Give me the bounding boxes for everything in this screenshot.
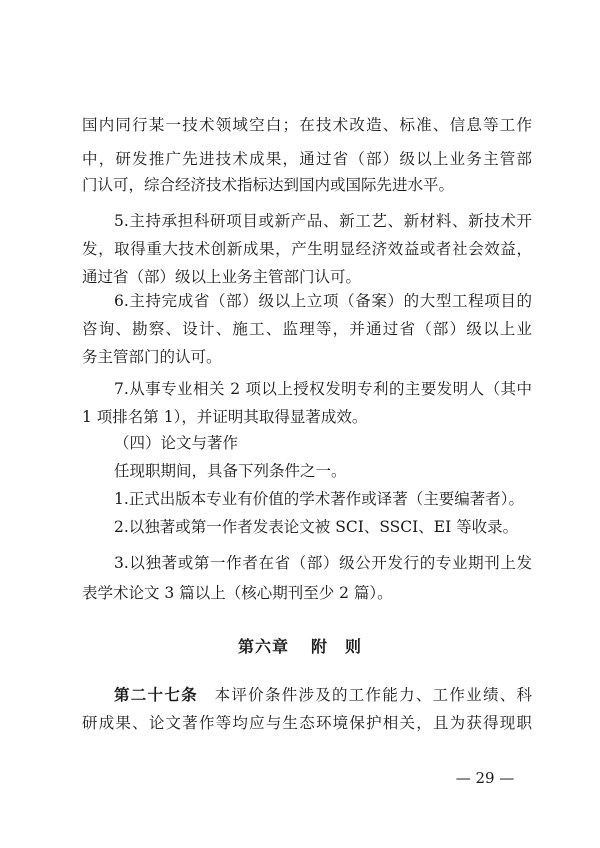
paragraph-line: 门认可，综合经济技术指标达到国内或国际先进水平。 [82,176,455,194]
article-text: 本评价条件涉及的工作能力、工作业绩、科 [214,686,532,704]
list-item-2: 2.以独著或第一作者发表论文被 SCI、SSCI、EI 等收录。 [114,518,519,536]
list-item-7: 7.从事专业相关 2 项以上授权发明专利的主要发明人（其中 [114,380,532,398]
paragraph-line: 国内同行某一技术领域空白；在技术改造、标准、信息等工作 [82,116,532,134]
article-27-line [114,682,532,708]
list-item-3: 3.以独著或第一作者在省（部）级公开发行的专业期刊上发 [114,554,532,572]
paragraph-line: 咨询、勘察、设计、施工、监理等，并通过省（部）级以上业 [82,320,532,338]
paragraph-line: 发，取得重大技术创新成果，产生明显经济效益或者社会效益， [82,240,532,258]
chapter-title: 附 则 [311,637,363,656]
article-label: 第二十七条 [114,686,198,704]
page-number: — 29 — [455,769,515,787]
paragraph-line: 研成果、论文著作等均应与生态环境保护相关，且为获得现职 [82,714,532,732]
list-item-6: 6.主持完成省（部）级以上立项（备案）的大型工程项目的 [114,292,532,310]
section-heading: （四）论文与著作 [114,434,239,452]
list-item-5: 5.主持承担科研项目或新产品、新工艺、新材料、新技术开 [114,212,532,230]
paragraph-line: 通过省（部）级以上业务主管部门认可。 [82,268,362,286]
paragraph-line: 务主管部门的认可。 [82,348,222,366]
chapter-number: 第六章 [237,637,289,656]
paragraph-line: 1 项排名第 1），并证明其取得显著成效。 [82,408,368,426]
list-item-1: 1.正式出版本专业有价值的学术著作或译著（主要编著者）。 [114,490,525,508]
paragraph-line: 表学术论文 3 篇以上（核心期刊至少 2 篇）。 [82,584,393,602]
paragraph-line: 中，研发推广先进技术成果，通过省（部）级以上业务主管部 [82,150,532,168]
chapter-heading [0,634,600,660]
section-intro: 任现职期间，具备下列条件之一。 [114,462,347,480]
